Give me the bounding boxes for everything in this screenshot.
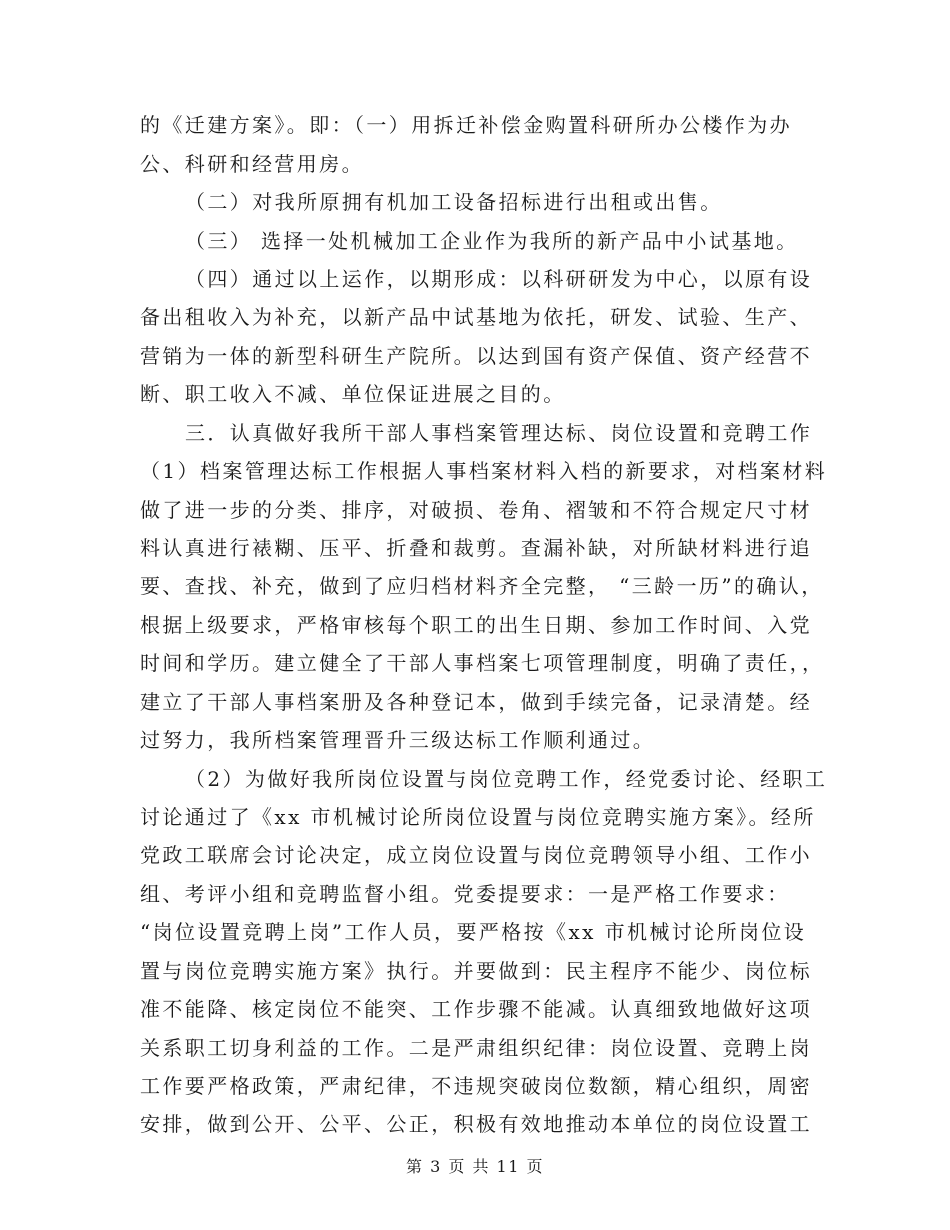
text-line: 做了进一步的分类、排序，对破损、卷角、褶皱和不符合规定尺寸材 [140,498,812,522]
text-line: 安排，做到公开、公平、公正，积极有效地推动本单位的岗位设置工 [140,1112,812,1136]
text-line: 党政工联席会讨论决定，成立岗位设置与岗位竞聘领导小组、工作小 [140,843,812,867]
text-line: 公、科研和经营用房。 [140,152,364,176]
text-line: “岗位设置竞聘上岗”工作人员，要严格按《xx 市机械讨论所岗位设 [140,920,807,944]
text-line: （二）对我所原拥有机加工设备招标进行出租或出售。 [185,190,723,214]
text-line: 要、查找、补充，做到了应归档材料齐全完整， “三龄一历”的确认， [140,574,824,598]
text-line: 讨论通过了《xx 市机械讨论所岗位设置与岗位竞聘实施方案》。经所 [140,805,816,829]
section-heading: 三．认真做好我所干部人事档案管理达标、岗位设置和竞聘工作 [185,421,813,445]
text-line: （四）通过以上运作，以期形成：以科研研发为中心，以原有设 [185,267,813,291]
text-line: 建立了干部人事档案册及各种登记本，做到手续完备，记录清楚。经 [140,690,812,714]
text-line: 备出租收入为补充，以新产品中试基地为依托，研发、试验、生产、 [140,305,812,329]
text-line: 准不能降、核定岗位不能突、工作步骤不能减。认真细致地做好这项 [140,997,812,1021]
text-line: （三） 选择一处机械加工企业作为我所的新产品中小试基地。 [185,229,799,253]
text-line: （1）档案管理达标工作根据人事档案材料入档的新要求，对档案材料 [140,459,828,483]
text-line: 关系职工切身利益的工作。二是严肃组织纪律：岗位设置、竞聘上岗 [140,1036,812,1060]
text-line: 置与岗位竞聘实施方案》执行。并要做到：民主程序不能少、岗位标 [140,959,812,983]
text-line: 断、职工收入不减、单位保证进展之目的。 [140,382,566,406]
text-line: （2）为做好我所岗位设置与岗位竞聘工作，经党委讨论、经职工 [185,767,828,791]
text-line: 根据上级要求，严格审核每个职工的出生日期、参加工作时间、入党 [140,613,812,637]
text-line: 的《迁建方案》。即：（一）用拆迁补偿金购置科研所办公楼作为办 [140,113,792,137]
page-number-footer: 第 3 页 共 11 页 [406,1157,544,1176]
text-line: 过努力，我所档案管理晋升三级达标工作顺利通过。 [140,728,656,752]
text-line: 料认真进行裱糊、压平、折叠和裁剪。查漏补缺，对所缺材料进行追 [140,536,812,560]
text-line: 时间和学历。建立健全了干部人事档案七项管理制度，明确了责任，， [140,651,825,675]
text-line: 营销为一体的新型科研生产院所。以达到国有资产保值、资产经营不 [140,344,812,368]
text-line: 组、考评小组和竞聘监督小组。党委提要求：一是严格工作要求： [140,882,790,906]
text-line: 工作要严格政策，严肃纪律，不违规突破岗位数额，精心组织，周密 [140,1074,812,1098]
